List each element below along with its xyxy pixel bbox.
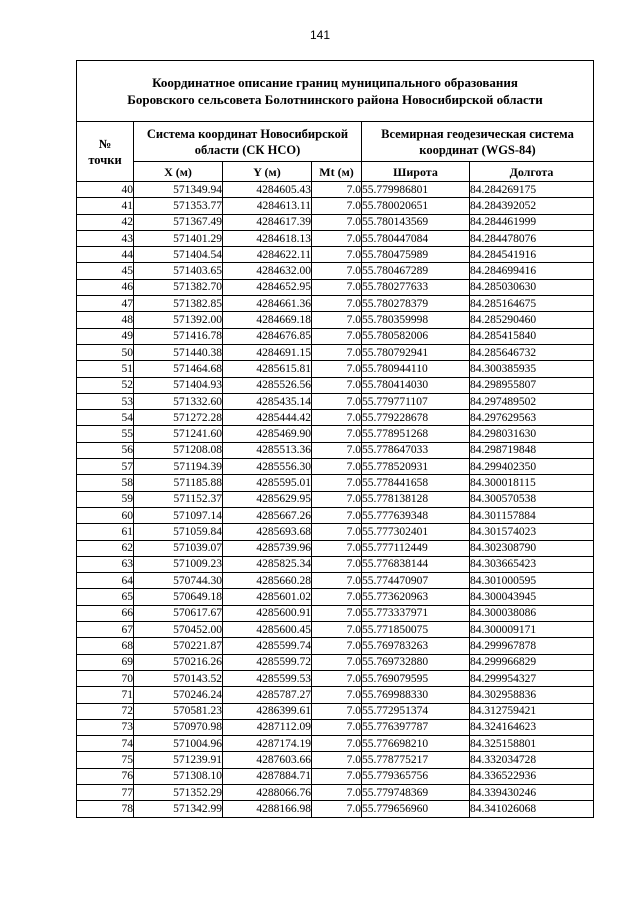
cell-latitude: 55.776838144	[362, 556, 470, 572]
cell-y: 4285739.96	[223, 540, 312, 556]
cell-point-number: 65	[77, 589, 134, 605]
table-row	[77, 703, 594, 719]
cell-x: 571039.07	[134, 540, 223, 556]
table-row	[77, 344, 594, 360]
wgs-system-header: Всемирная геодезическая система координат (WGS-84)	[362, 122, 594, 162]
cell-x: 571349.94	[134, 182, 223, 198]
cell-point-number: 69	[77, 654, 134, 670]
cell-mt: 7.0	[312, 736, 362, 752]
cell-latitude: 55.780277633	[362, 279, 470, 295]
table-row	[77, 393, 594, 409]
cell-mt: 7.0	[312, 328, 362, 344]
cell-mt: 7.0	[312, 573, 362, 589]
cell-mt: 7.0	[312, 605, 362, 621]
cell-point-number: 67	[77, 622, 134, 638]
cell-point-number: 42	[77, 214, 134, 230]
cell-longitude: 84.300043945	[470, 589, 594, 605]
cell-mt: 7.0	[312, 589, 362, 605]
cell-point-number: 64	[77, 573, 134, 589]
cell-mt: 7.0	[312, 312, 362, 328]
table-row	[77, 654, 594, 670]
cell-x: 571272.28	[134, 410, 223, 426]
cell-mt: 7.0	[312, 426, 362, 442]
cell-y: 4284622.11	[223, 247, 312, 263]
cell-mt: 7.0	[312, 230, 362, 246]
cell-x: 571403.65	[134, 263, 223, 279]
cell-y: 4284669.18	[223, 312, 312, 328]
cell-longitude: 84.300009171	[470, 622, 594, 638]
cell-y: 4287112.09	[223, 719, 312, 735]
cell-mt: 7.0	[312, 182, 362, 198]
table-row	[77, 556, 594, 572]
cell-longitude: 84.284541916	[470, 247, 594, 263]
cell-longitude: 84.284461999	[470, 214, 594, 230]
cell-longitude: 84.332034728	[470, 752, 594, 768]
cell-point-number: 40	[77, 182, 134, 198]
title-line-2: Боровского сельсовета Болотнинского района Новосибирской области	[127, 92, 543, 107]
table-row	[77, 670, 594, 686]
cell-latitude: 55.780143569	[362, 214, 470, 230]
cell-mt: 7.0	[312, 344, 362, 360]
cell-mt: 7.0	[312, 459, 362, 475]
cell-y: 4288066.76	[223, 784, 312, 800]
cell-mt: 7.0	[312, 703, 362, 719]
cell-x: 571004.96	[134, 736, 223, 752]
cell-longitude: 84.297629563	[470, 410, 594, 426]
cell-mt: 7.0	[312, 247, 362, 263]
cell-point-number: 48	[77, 312, 134, 328]
table-row	[77, 752, 594, 768]
cell-latitude: 55.769079595	[362, 670, 470, 686]
table-row	[77, 361, 594, 377]
table-row	[77, 182, 594, 198]
cell-latitude: 55.776397787	[362, 719, 470, 735]
cell-point-number: 77	[77, 784, 134, 800]
cell-latitude: 55.779228678	[362, 410, 470, 426]
cell-point-number: 47	[77, 296, 134, 312]
cell-latitude: 55.769988330	[362, 687, 470, 703]
cell-longitude: 84.299967878	[470, 638, 594, 654]
table-row	[77, 426, 594, 442]
cell-latitude: 55.769732880	[362, 654, 470, 670]
cell-point-number: 57	[77, 459, 134, 475]
table-row	[77, 475, 594, 491]
cell-mt: 7.0	[312, 377, 362, 393]
cell-latitude: 55.778647033	[362, 442, 470, 458]
cell-mt: 7.0	[312, 393, 362, 409]
cell-mt: 7.0	[312, 198, 362, 214]
cell-x: 571097.14	[134, 507, 223, 523]
cell-mt: 7.0	[312, 214, 362, 230]
cell-y: 4285526.56	[223, 377, 312, 393]
cell-mt: 7.0	[312, 296, 362, 312]
cell-y: 4287884.71	[223, 768, 312, 784]
cell-y: 4285693.68	[223, 524, 312, 540]
cell-y: 4285556.30	[223, 459, 312, 475]
cell-mt: 7.0	[312, 670, 362, 686]
cell-longitude: 84.302308790	[470, 540, 594, 556]
cell-y: 4285601.02	[223, 589, 312, 605]
cell-longitude: 84.299402350	[470, 459, 594, 475]
cell-y: 4285660.28	[223, 573, 312, 589]
table-body	[77, 182, 594, 818]
cell-point-number: 41	[77, 198, 134, 214]
cell-longitude: 84.301000595	[470, 573, 594, 589]
cell-point-number: 55	[77, 426, 134, 442]
cell-longitude: 84.299966829	[470, 654, 594, 670]
table-row	[77, 442, 594, 458]
cell-mt: 7.0	[312, 784, 362, 800]
cell-point-number: 46	[77, 279, 134, 295]
cell-latitude: 55.778138128	[362, 491, 470, 507]
cell-mt: 7.0	[312, 752, 362, 768]
table-row	[77, 328, 594, 344]
table-row	[77, 230, 594, 246]
cell-y: 4284632.00	[223, 263, 312, 279]
cell-y: 4287174.19	[223, 736, 312, 752]
cell-latitude: 55.778951268	[362, 426, 470, 442]
table-row	[77, 589, 594, 605]
page-number: 141	[309, 28, 331, 42]
cell-x: 571009.23	[134, 556, 223, 572]
table-row	[77, 622, 594, 638]
cell-point-number: 74	[77, 736, 134, 752]
cell-point-number: 60	[77, 507, 134, 523]
cell-longitude: 84.301157884	[470, 507, 594, 523]
cell-point-number: 61	[77, 524, 134, 540]
cell-latitude: 55.779986801	[362, 182, 470, 198]
cell-latitude: 55.779365756	[362, 768, 470, 784]
cell-x: 571353.77	[134, 198, 223, 214]
cell-latitude: 55.780944110	[362, 361, 470, 377]
cell-latitude: 55.776698210	[362, 736, 470, 752]
cell-y: 4285599.53	[223, 670, 312, 686]
cell-longitude: 84.312759421	[470, 703, 594, 719]
cell-y: 4284617.39	[223, 214, 312, 230]
table-row	[77, 491, 594, 507]
cell-longitude: 84.300038086	[470, 605, 594, 621]
cell-longitude: 84.285646732	[470, 344, 594, 360]
table-row	[77, 279, 594, 295]
table-row	[77, 736, 594, 752]
cell-x: 570221.87	[134, 638, 223, 654]
cell-point-number: 43	[77, 230, 134, 246]
cell-y: 4284676.85	[223, 328, 312, 344]
cell-x: 570452.00	[134, 622, 223, 638]
cell-latitude: 55.780467289	[362, 263, 470, 279]
cell-x: 571342.99	[134, 801, 223, 817]
cell-point-number: 76	[77, 768, 134, 784]
col-longitude-header: Долгота	[470, 162, 594, 182]
cell-latitude: 55.777302401	[362, 524, 470, 540]
cell-x: 571382.85	[134, 296, 223, 312]
cell-x: 571404.93	[134, 377, 223, 393]
cell-x: 571352.29	[134, 784, 223, 800]
col-y-header: Y (м)	[223, 162, 312, 182]
cell-latitude: 55.777112449	[362, 540, 470, 556]
cell-y: 4285599.72	[223, 654, 312, 670]
cell-point-number: 72	[77, 703, 134, 719]
cell-point-number: 45	[77, 263, 134, 279]
cell-y: 4285629.95	[223, 491, 312, 507]
cell-x: 571332.60	[134, 393, 223, 409]
cell-y: 4288166.98	[223, 801, 312, 817]
cell-point-number: 78	[77, 801, 134, 817]
cell-mt: 7.0	[312, 361, 362, 377]
cell-longitude: 84.325158801	[470, 736, 594, 752]
cell-x: 571239.91	[134, 752, 223, 768]
cell-point-number: 51	[77, 361, 134, 377]
coordinates-table	[76, 60, 594, 818]
table-row	[77, 312, 594, 328]
cell-y: 4284652.95	[223, 279, 312, 295]
cell-point-number: 59	[77, 491, 134, 507]
cell-longitude: 84.299954327	[470, 670, 594, 686]
cell-mt: 7.0	[312, 719, 362, 735]
cell-x: 571401.29	[134, 230, 223, 246]
cell-mt: 7.0	[312, 263, 362, 279]
cell-x: 570143.52	[134, 670, 223, 686]
cell-longitude: 84.324164623	[470, 719, 594, 735]
cell-latitude: 55.779748369	[362, 784, 470, 800]
table-row	[77, 719, 594, 735]
cell-mt: 7.0	[312, 410, 362, 426]
cell-point-number: 75	[77, 752, 134, 768]
cell-mt: 7.0	[312, 491, 362, 507]
cell-longitude: 84.284699416	[470, 263, 594, 279]
cell-x: 570617.67	[134, 605, 223, 621]
cell-latitude: 55.778441658	[362, 475, 470, 491]
cell-mt: 7.0	[312, 507, 362, 523]
cell-longitude: 84.298719848	[470, 442, 594, 458]
table-row	[77, 410, 594, 426]
cell-x: 571059.84	[134, 524, 223, 540]
cell-latitude: 55.778775217	[362, 752, 470, 768]
cell-point-number: 63	[77, 556, 134, 572]
cell-mt: 7.0	[312, 442, 362, 458]
cell-y: 4284613.11	[223, 198, 312, 214]
table-row	[77, 214, 594, 230]
cell-x: 571404.54	[134, 247, 223, 263]
table-row	[77, 247, 594, 263]
cell-x: 570581.23	[134, 703, 223, 719]
cell-mt: 7.0	[312, 638, 362, 654]
table-row	[77, 524, 594, 540]
table-row	[77, 459, 594, 475]
cell-point-number: 62	[77, 540, 134, 556]
cell-latitude: 55.780278379	[362, 296, 470, 312]
cell-x: 570246.24	[134, 687, 223, 703]
cell-longitude: 84.302958836	[470, 687, 594, 703]
cell-longitude: 84.297489502	[470, 393, 594, 409]
table-row	[77, 540, 594, 556]
col-mt-header: Mt (м)	[312, 162, 362, 182]
cell-latitude: 55.774470907	[362, 573, 470, 589]
cell-mt: 7.0	[312, 654, 362, 670]
cell-point-number: 44	[77, 247, 134, 263]
cell-x: 571367.49	[134, 214, 223, 230]
cell-longitude: 84.300570538	[470, 491, 594, 507]
cell-mt: 7.0	[312, 540, 362, 556]
cell-longitude: 84.285030630	[470, 279, 594, 295]
cell-point-number: 58	[77, 475, 134, 491]
cell-latitude: 55.777639348	[362, 507, 470, 523]
cell-mt: 7.0	[312, 556, 362, 572]
cell-longitude: 84.284478076	[470, 230, 594, 246]
cell-mt: 7.0	[312, 524, 362, 540]
cell-x: 571308.10	[134, 768, 223, 784]
cell-point-number: 56	[77, 442, 134, 458]
cell-y: 4285615.81	[223, 361, 312, 377]
cell-longitude: 84.285415840	[470, 328, 594, 344]
cell-x: 571416.78	[134, 328, 223, 344]
cell-mt: 7.0	[312, 622, 362, 638]
table-row	[77, 638, 594, 654]
table-row	[77, 768, 594, 784]
cell-x: 571194.39	[134, 459, 223, 475]
cell-latitude: 55.780792941	[362, 344, 470, 360]
cell-latitude: 55.780475989	[362, 247, 470, 263]
cell-y: 4286399.61	[223, 703, 312, 719]
cell-mt: 7.0	[312, 687, 362, 703]
cell-longitude: 84.336522936	[470, 768, 594, 784]
cell-mt: 7.0	[312, 279, 362, 295]
cell-latitude: 55.780447084	[362, 230, 470, 246]
cell-longitude: 84.339430246	[470, 784, 594, 800]
cell-x: 570744.30	[134, 573, 223, 589]
cell-x: 570216.26	[134, 654, 223, 670]
cell-point-number: 71	[77, 687, 134, 703]
cell-y: 4285787.27	[223, 687, 312, 703]
cell-point-number: 52	[77, 377, 134, 393]
cell-x: 570649.18	[134, 589, 223, 605]
cell-y: 4285513.36	[223, 442, 312, 458]
cell-latitude: 55.780359998	[362, 312, 470, 328]
cell-y: 4285469.90	[223, 426, 312, 442]
cell-mt: 7.0	[312, 801, 362, 817]
col-x-header: X (м)	[134, 162, 223, 182]
cell-mt: 7.0	[312, 475, 362, 491]
table-row	[77, 801, 594, 817]
cell-y: 4285600.45	[223, 622, 312, 638]
cell-y: 4285599.74	[223, 638, 312, 654]
cell-longitude: 84.300018115	[470, 475, 594, 491]
cell-latitude: 55.773337971	[362, 605, 470, 621]
cell-y: 4285444.42	[223, 410, 312, 426]
table-row	[77, 377, 594, 393]
cell-longitude: 84.298031630	[470, 426, 594, 442]
cell-point-number: 70	[77, 670, 134, 686]
cell-longitude: 84.298955807	[470, 377, 594, 393]
cell-longitude: 84.301574023	[470, 524, 594, 540]
table-row	[77, 198, 594, 214]
cell-point-number: 53	[77, 393, 134, 409]
cell-y: 4285600.91	[223, 605, 312, 621]
cell-latitude: 55.772951374	[362, 703, 470, 719]
cell-latitude: 55.780582006	[362, 328, 470, 344]
col-latitude-header: Широта	[362, 162, 470, 182]
cell-longitude: 84.285290460	[470, 312, 594, 328]
cell-x: 571185.88	[134, 475, 223, 491]
point-number-header: № точки	[77, 122, 134, 182]
table-row	[77, 263, 594, 279]
cell-longitude: 84.284392052	[470, 198, 594, 214]
cell-y: 4284691.15	[223, 344, 312, 360]
cell-latitude: 55.779771107	[362, 393, 470, 409]
cell-x: 571464.68	[134, 361, 223, 377]
cell-x: 570970.98	[134, 719, 223, 735]
cell-y: 4285825.34	[223, 556, 312, 572]
cell-point-number: 49	[77, 328, 134, 344]
cell-x: 571440.38	[134, 344, 223, 360]
cell-point-number: 66	[77, 605, 134, 621]
cell-x: 571241.60	[134, 426, 223, 442]
cell-latitude: 55.779656960	[362, 801, 470, 817]
cell-mt: 7.0	[312, 768, 362, 784]
cell-longitude: 84.285164675	[470, 296, 594, 312]
cell-x: 571382.70	[134, 279, 223, 295]
table-title	[77, 61, 594, 122]
cell-longitude: 84.341026068	[470, 801, 594, 817]
cell-latitude: 55.780414030	[362, 377, 470, 393]
cell-y: 4284618.13	[223, 230, 312, 246]
cell-latitude: 55.778520931	[362, 459, 470, 475]
cell-point-number: 54	[77, 410, 134, 426]
cell-point-number: 73	[77, 719, 134, 735]
cell-y: 4284661.36	[223, 296, 312, 312]
cell-latitude: 55.769783263	[362, 638, 470, 654]
cell-x: 571392.00	[134, 312, 223, 328]
cell-y: 4284605.43	[223, 182, 312, 198]
cell-latitude: 55.773620963	[362, 589, 470, 605]
cell-y: 4285595.01	[223, 475, 312, 491]
table-row	[77, 784, 594, 800]
local-system-header: Система координат Новосибирской области (СК НСО)	[134, 122, 362, 162]
table-row	[77, 687, 594, 703]
cell-y: 4285667.26	[223, 507, 312, 523]
cell-latitude: 55.780020651	[362, 198, 470, 214]
cell-point-number: 68	[77, 638, 134, 654]
cell-y: 4285435.14	[223, 393, 312, 409]
table-row	[77, 605, 594, 621]
cell-x: 571208.08	[134, 442, 223, 458]
table-row	[77, 296, 594, 312]
cell-longitude: 84.300385935	[470, 361, 594, 377]
table-row	[77, 507, 594, 523]
cell-x: 571152.37	[134, 491, 223, 507]
cell-point-number: 50	[77, 344, 134, 360]
cell-y: 4287603.66	[223, 752, 312, 768]
cell-longitude: 84.284269175	[470, 182, 594, 198]
title-line-1: Координатное описание границ муниципального образования	[152, 75, 518, 90]
cell-latitude: 55.771850075	[362, 622, 470, 638]
cell-longitude: 84.303665423	[470, 556, 594, 572]
table-row	[77, 573, 594, 589]
